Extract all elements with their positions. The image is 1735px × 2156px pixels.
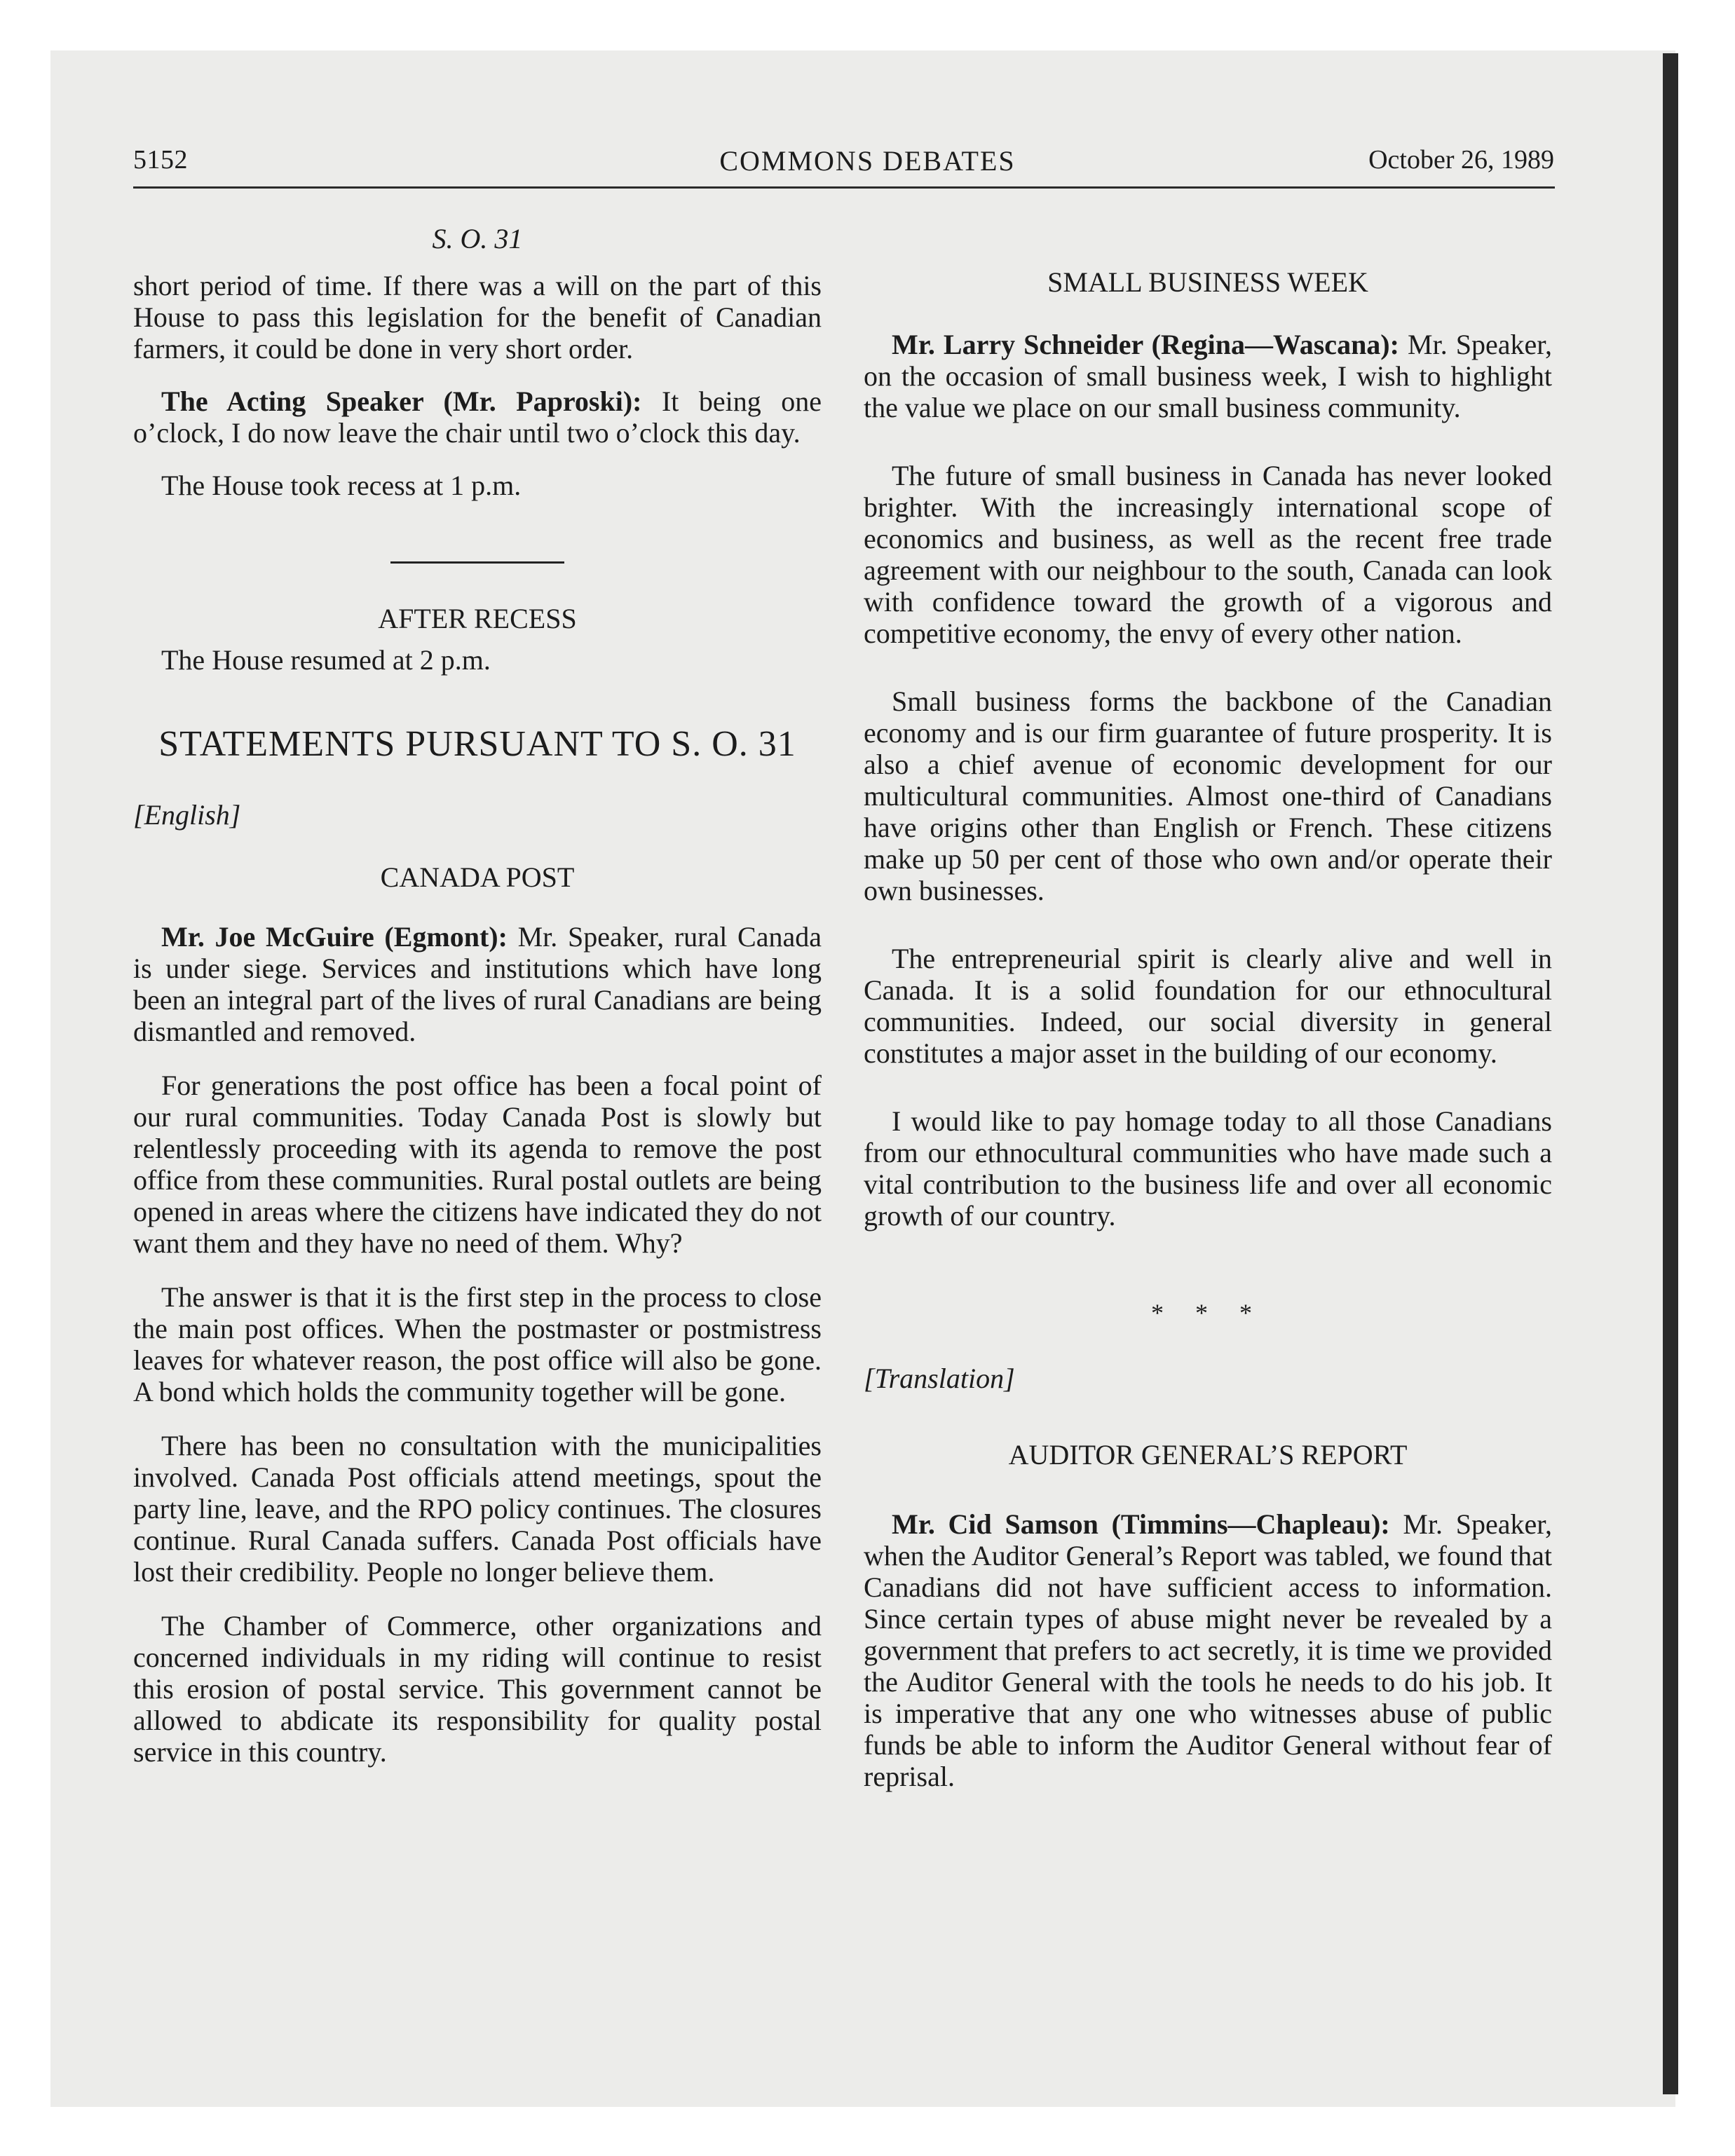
paragraph: There has been no consultation with the municipalities involved. Canada Post officials attend meetings, spout the party line, leave, and the RPO policy continues. The closures continue. Rural Canada suffers. Canada Post officials have lost their credibility. People no longer believe them. xyxy=(133,1430,822,1588)
page-date: October 26, 1989 xyxy=(1368,145,1554,175)
paragraph: The future of small business in Canada has never looked brighter. With the increasingly international scope of economics and business, as well as the recent free trade agreement with our neighbour to the south, Canada can look with confidence toward the growth of a vigorous and competitive economy, the envy of every other nation. xyxy=(864,460,1552,649)
paragraph: I would like to pay homage today to all those Canadians from our ethnocultural communities who have made such a vital contribution to the business life and over all economic growth of our country. xyxy=(864,1105,1552,1231)
header-rule xyxy=(133,186,1555,189)
page-number: 5152 xyxy=(133,145,188,175)
paragraph: The entrepreneurial spirit is clearly alive and well in Canada. It is a solid foundation for our ethnocultural communities. Indeed, our social diversity in general constitutes a major asset in the building of our economy. xyxy=(864,943,1552,1069)
section-heading: AUDITOR GENERAL’S REPORT xyxy=(1008,1439,1408,1471)
running-title: COMMONS DEBATES xyxy=(719,145,1016,177)
speech-text: Mr. Speaker, rural Canada is under siege. Services and institutions which have long been an integral part of the lives of rural Canadians are being dismantled and removed. xyxy=(133,921,822,1047)
paragraph: The House took recess at 1 p.m. xyxy=(161,470,522,501)
paragraph: Small business forms the backbone of the Canadian economy and is our firm guarantee of future prosperity. It is also a chief avenue of economic development for our multicultural communities. Almost one-third of Canadians have origins other than English or French. These citizens make up 50 per cent of those who own and/or operate their own businesses. xyxy=(864,685,1552,906)
section-heading: CANADA POST xyxy=(380,861,575,893)
section-title: STATEMENTS PURSUANT TO S. O. 31 xyxy=(158,724,796,764)
paragraph: The House resumed at 2 p.m. xyxy=(161,644,491,676)
section-heading: AFTER RECESS xyxy=(378,603,577,634)
paragraph xyxy=(133,386,822,449)
paragraph xyxy=(133,921,822,1047)
left-column xyxy=(133,223,822,1768)
paragraph xyxy=(864,329,1552,423)
right-column xyxy=(864,223,1552,1792)
speaker-name: Mr. Cid Samson (Timmins—Chapleau): xyxy=(892,1508,1390,1540)
speaker-name: Mr. Joe McGuire (Egmont): xyxy=(161,921,508,953)
speech-text: Mr. Speaker, on the occasion of small business week, I wish to highlight the value we place on our small business community. xyxy=(864,329,1553,423)
section-separator: * * * xyxy=(1151,1299,1265,1327)
paragraph xyxy=(864,1508,1552,1792)
language-tag: [English] xyxy=(133,799,241,831)
paragraph: The Chamber of Commerce, other organizations and concerned individuals in my riding will continue to resist this erosion of postal service. This government cannot be allowed to abdicate its responsibility for quality postal service in this country. xyxy=(133,1610,822,1768)
paragraph: The answer is that it is the first step in the process to close the main post offices. When the postmaster or postmistress leaves for whatever reason, the post office will also be gone. A bond which holds the community together will be gone. xyxy=(133,1281,822,1407)
speech-text: Mr. Speaker, when the Auditor General’s Report was tabled, we found that Canadians did not have sufficient access to information. Since certain types of abuse might never be revealed by a government that prefers to act secretly, it is time we provided the Auditor General with the tools he needs to do his job. It is imperative that any one who witnesses abuse of public funds be able to inform the Auditor General without fear of reprisal. xyxy=(864,1508,1552,1792)
language-tag: [Translation] xyxy=(864,1363,1015,1394)
section-heading: SMALL BUSINESS WEEK xyxy=(1047,266,1368,298)
so-label: S. O. 31 xyxy=(432,223,523,254)
speaker-name: The Acting Speaker (Mr. Paproski): xyxy=(161,386,642,417)
speaker-name: Mr. Larry Schneider (Regina—Wascana): xyxy=(892,329,1399,360)
paragraph: For generations the post office has been a focal point of our rural communities. Today Canada Post is slowly but relentlessly proceeding with its agenda to remove the post office from these communities. Rural postal outlets are being opened in areas where the citizens have indicated they do not want them and they have no need of them. Why? xyxy=(133,1070,822,1259)
paragraph: short period of time. If there was a will on the part of this House to pass this legislation for the benefit of Canadian farmers, it could be done in very short order. xyxy=(133,270,822,364)
speech-text: It being one o’clock, I do now leave the chair until two o’clock this day. xyxy=(133,386,822,449)
page-edge-shadow xyxy=(1663,53,1678,2094)
